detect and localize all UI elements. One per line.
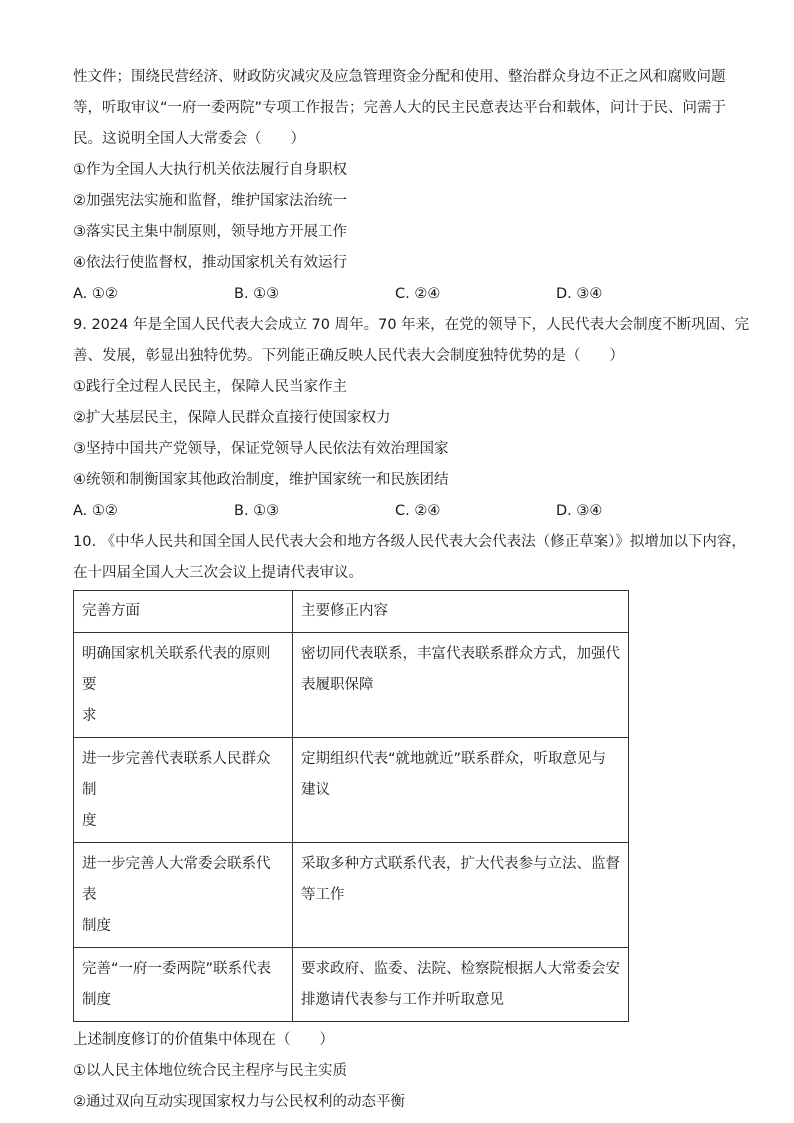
table-cell-content xyxy=(293,843,629,948)
q8-statement: ③落实民主集中制原则，领导地方开展工作 xyxy=(73,224,347,240)
q9-option-c[interactable]: C. ②④ xyxy=(395,503,441,519)
document-page xyxy=(73,62,750,1118)
question-10 xyxy=(73,527,746,1118)
table-cell-content xyxy=(293,948,629,1022)
q9-option-a[interactable]: A. ①② xyxy=(73,503,118,519)
table-header-aspect: 完善方面 xyxy=(74,591,293,633)
question-8 xyxy=(73,62,727,310)
q9-option-d[interactable]: D. ③④ xyxy=(556,503,603,519)
question-9 xyxy=(73,310,750,527)
q10-statement: ①以人民主体地位统合民主程序与民主实质 xyxy=(73,1063,347,1079)
table-header-content: 主要修正内容 xyxy=(293,591,629,633)
q10-stem-line: 在十四届全国人大三次会议上提请代表审议。 xyxy=(73,565,363,581)
q9-stem-line: 9. 2024 年是全国人民代表大会成立 70 周年。70 年来，在党的领导下，人民代表大会制度不断巩固、完 xyxy=(73,317,750,333)
q8-stem-line: 民。这说明全国人大常委会（ ） xyxy=(73,131,305,147)
q8-statement: ④依法行使监督权，推动国家机关有效运行 xyxy=(73,255,347,271)
cell-line: 制度 xyxy=(82,918,111,934)
q9-options xyxy=(73,496,723,527)
cell-line: 制度 xyxy=(82,992,111,1008)
cell-line: 要求政府、监委、法院、检察院根据人大常委会安 xyxy=(301,961,620,977)
q9-stem-line: 善、发展，彰显出独特优势。下列能正确反映人民代表大会制度独特优势的是（ ） xyxy=(73,348,624,364)
q9-option-b[interactable]: B. ①③ xyxy=(234,503,280,519)
q8-option-b[interactable]: B. ①③ xyxy=(234,286,280,302)
q8-statement: ②加强宪法实施和监督，维护国家法治统一 xyxy=(73,193,347,209)
q8-statement: ①作为全国人大执行机关依法履行自身职权 xyxy=(73,162,347,178)
cell-line: 定期组织代表“就地就近”联系群众，听取意见与 xyxy=(301,751,607,767)
cell-line: 完善“一府一委两院”联系代表 xyxy=(82,961,272,977)
cell-line: 度 xyxy=(82,813,97,829)
cell-line: 等工作 xyxy=(301,887,345,903)
cell-line: 建议 xyxy=(301,782,330,798)
table-row xyxy=(74,948,629,1022)
table-row xyxy=(74,738,629,843)
table-row xyxy=(74,843,629,948)
cell-line: 求 xyxy=(82,708,97,724)
cell-line: 进一步完善代表联系人民群众制 xyxy=(82,751,271,798)
q8-option-a[interactable]: A. ①② xyxy=(73,286,118,302)
q9-statement: ③坚持中国共产党领导，保证党领导人民依法有效治理国家 xyxy=(73,441,449,457)
cell-line: 明确国家机关联系代表的原则要 xyxy=(82,646,271,693)
q10-stem-line: 10. 《中华人民共和国全国人民代表大会和地方各级人民代表大会代表法（修正草案）》拟增加以下内容， xyxy=(73,534,746,550)
cell-line: 密切同代表联系，丰富代表联系群众方式，加强代 xyxy=(301,646,620,662)
table-header-row xyxy=(74,591,629,633)
q8-option-c[interactable]: C. ②④ xyxy=(395,286,441,302)
cell-line: 排邀请代表参与工作并听取意见 xyxy=(301,992,504,1008)
q8-stem-line: 性文件；围绕民营经济、财政防灾减灾及应急管理资金分配和使用、整治群众身边不正之风和腐败问题 xyxy=(73,69,726,85)
q9-statement: ②扩大基层民主，保障人民群众直接行使国家权力 xyxy=(73,410,391,426)
table-cell-aspect xyxy=(74,738,293,843)
q10-statement: ②通过双向互动实现国家权力与公民权利的动态平衡 xyxy=(73,1094,405,1110)
table-row xyxy=(74,633,629,738)
table-cell-aspect xyxy=(74,843,293,948)
q9-statement: ①践行全过程人民民主，保障人民当家作主 xyxy=(73,379,347,395)
cell-line: 采取多种方式联系代表，扩大代表参与立法、监督 xyxy=(301,856,620,872)
table-cell-aspect xyxy=(74,948,293,1022)
q9-statement: ④统领和制衡国家其他政治制度，维护国家统一和民族团结 xyxy=(73,472,449,488)
q8-stem-line: 等，听取审议“一府一委两院”专项工作报告；完善人大的民主民意表达平台和载体，问计于民、问需于 xyxy=(73,100,727,116)
q8-option-d[interactable]: D. ③④ xyxy=(556,286,603,302)
revision-table xyxy=(73,590,629,1022)
cell-line: 表履职保障 xyxy=(301,677,374,693)
table-cell-content xyxy=(293,633,629,738)
table-cell-aspect xyxy=(74,633,293,738)
cell-line: 进一步完善人大常委会联系代表 xyxy=(82,856,271,903)
q8-options xyxy=(73,279,723,310)
q10-prompt: 上述制度修订的价值集中体现在（ ） xyxy=(73,1032,334,1048)
table-cell-content xyxy=(293,738,629,843)
